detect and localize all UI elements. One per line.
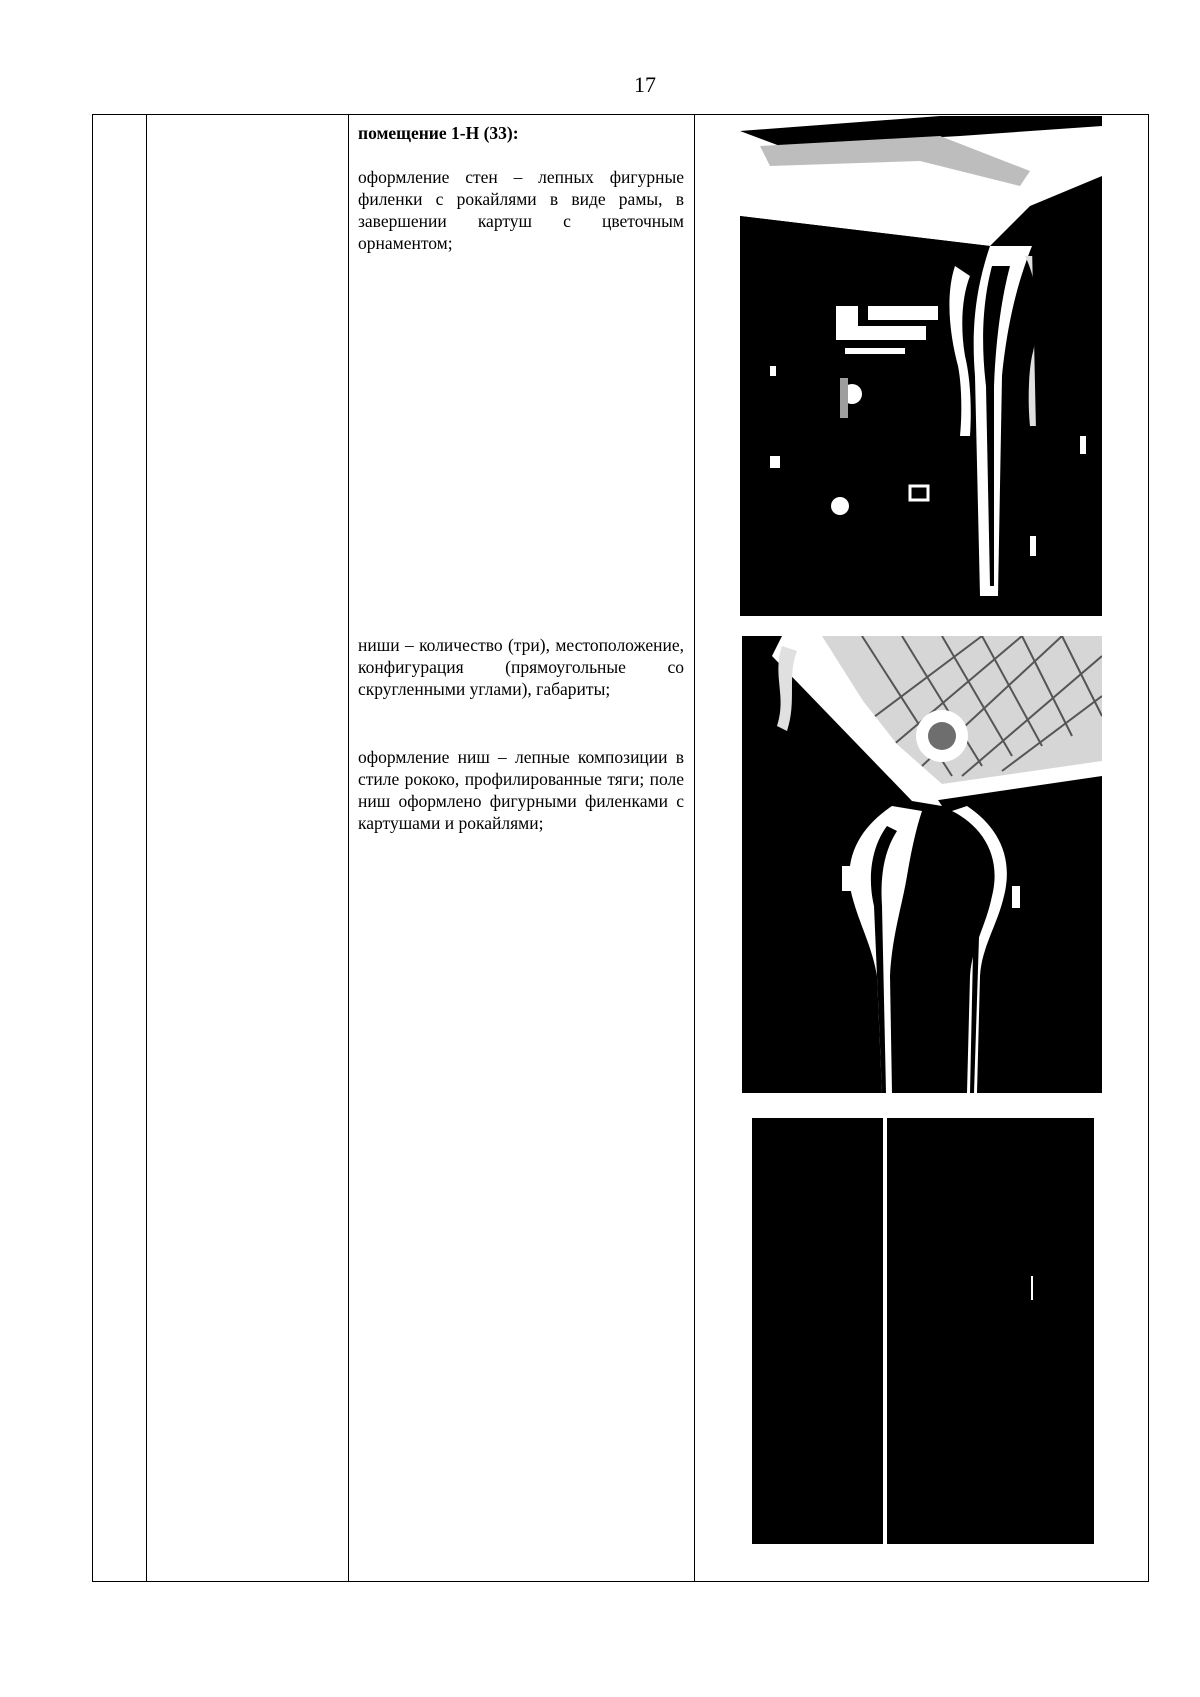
- interior-wall-panels-photo: [740, 116, 1102, 616]
- niche-doors-image: [752, 1118, 1094, 1544]
- niches-description: [358, 634, 684, 700]
- column-divider-1: [146, 115, 147, 1581]
- column-divider-3: [694, 115, 695, 1581]
- room-heading: [358, 122, 684, 144]
- wall-decoration-description: [358, 166, 684, 254]
- niche-corner-stucco-image: [742, 636, 1102, 1093]
- description-text: оформление ниш – лепные композиции в стиле рококо, профилированные тяги; поле ниш оформлено фигурными филенками с картушами и рокайлями;: [358, 747, 684, 833]
- description-text: ниши – количество (три), местоположение, конфигурация (прямоугольные со скругленными углами), габариты;: [358, 635, 684, 699]
- interior-wall-panels-image: [740, 116, 1102, 616]
- column-divider-2: [348, 115, 349, 1581]
- niche-doors-photo: [752, 1118, 1094, 1544]
- niche-decoration-description: [358, 746, 684, 834]
- description-text: оформление стен – лепных фигурные филенки с рокайлями в виде рамы, в завершении картуш с цветочным орнаментом;: [358, 167, 684, 253]
- room-heading-text: помещение 1-Н (33):: [358, 123, 519, 143]
- niche-corner-stucco-photo: [742, 636, 1102, 1093]
- page-number: 17: [634, 72, 656, 97]
